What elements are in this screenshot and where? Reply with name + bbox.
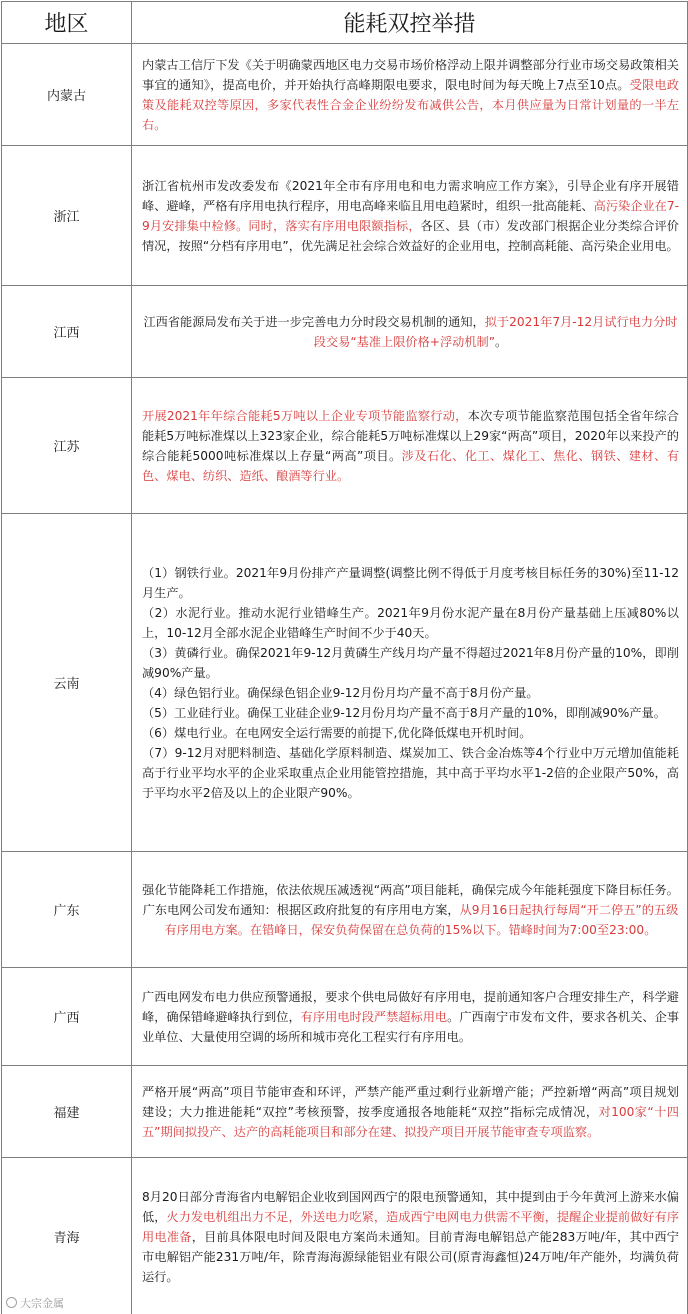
measure-text: （1）钢铁行业。2021年9月份排产产量调整(调整比例不得低于月度考核目标任务的30%)至11-12月生产。 bbox=[142, 565, 679, 600]
measures-cell bbox=[132, 44, 688, 146]
measure-text: 内蒙古工信厅下发《关于明确蒙西地区电力交易市场价格浮动上限并调整部分行业市场交易政策相关事宜的通知》，提高电价，并开始执行高峰期限电要求，限电时间为每天晚上7点至10点。 bbox=[142, 57, 679, 92]
measure-paragraph bbox=[142, 880, 679, 900]
measures-cell bbox=[132, 378, 688, 514]
measures-cell bbox=[132, 514, 688, 852]
highlighted-text: 高污染企业在7-9月安排集中检修。同时，落实有序用电限额指标， bbox=[142, 198, 679, 233]
measure-text: 本次专项节能监察范围包括全省年综合能耗5万吨标准煤以上323家企业，综合能耗5万吨标准煤以上29家“两高”项目，2020年以来投产的综合能耗5000吨标准煤以上存量“两高”项目。 bbox=[142, 408, 679, 463]
measure-text: 。广西南宁市发布文件，要求各机关、企事业单位、大量使用空调的场所和城市亮化工程实行有序用电。 bbox=[142, 1009, 680, 1044]
table-row bbox=[2, 146, 688, 286]
measure-text: 各区、县（市）发改部门根据企业分类综合评价情况，按照“分档有序用电”，优先满足社会综合效益好的企业用电，控制高耗能、高污染企业用电。 bbox=[142, 218, 679, 253]
table-row bbox=[2, 968, 688, 1066]
measure-paragraph bbox=[142, 603, 679, 643]
region-cell: 福建 bbox=[2, 1066, 132, 1158]
measure-paragraph bbox=[142, 743, 679, 803]
region-cell: 浙江 bbox=[2, 146, 132, 286]
measures-cell bbox=[132, 1158, 688, 1314]
measure-paragraph bbox=[142, 683, 679, 703]
region-cell: 云南 bbox=[2, 514, 132, 852]
watermark-text: 大宗金属 bbox=[20, 1297, 64, 1310]
measure-text: （4）绿色铝行业。确保绿色铝企业9-12月份月均产量不高于8月份产量。 bbox=[142, 685, 539, 700]
measures-cell bbox=[132, 1066, 688, 1158]
region-cell: 江西 bbox=[2, 286, 132, 378]
measure-text: （3）黄磷行业。确保2021年9-12月黄磷生产线月均产量不得超过2021年8月份产量的10%，即削减90%产量。 bbox=[142, 645, 679, 680]
highlighted-text: 受限电政策及能耗双控等原因，多家代表性合金企业纷纷发布减供公告，本月供应量为日常计划量的一半左右。 bbox=[142, 77, 679, 132]
measures-cell bbox=[132, 146, 688, 286]
measure-paragraph bbox=[142, 643, 679, 683]
measures-table bbox=[1, 1, 688, 1314]
table-row bbox=[2, 44, 688, 146]
watermark bbox=[6, 1295, 64, 1311]
measures-cell bbox=[132, 852, 688, 968]
measure-paragraph bbox=[142, 1082, 679, 1142]
measures-cell bbox=[132, 968, 688, 1066]
measure-paragraph bbox=[142, 406, 679, 486]
region-header: 地区 bbox=[2, 2, 132, 44]
highlighted-text: 火力发电机组出力不足，外送电力吃紧，造成西宁电网电力供需不平衡，提醒企业提前做好有序用电准备 bbox=[142, 1209, 680, 1244]
measure-paragraph bbox=[142, 1187, 679, 1287]
table-row bbox=[2, 852, 688, 968]
measure-paragraph bbox=[142, 900, 679, 940]
measures-cell bbox=[132, 286, 688, 378]
highlighted-text: 对100家“十四五”期间拟投产、达产的高耗能项目和部分在建、拟投产项目开展节能审查专项监察。 bbox=[142, 1104, 679, 1139]
measure-text: 严格开展“两高”项目节能审查和环评，严禁产能严重过剩行业新增产能；严控新增“两高”项目规划建设；大力推进能耗“双控”考核预警，按季度通报各地能耗“双控”指标完成情况， bbox=[142, 1084, 679, 1119]
highlighted-text: 拟于2021年7月-12月试行电力分时段交易“基准上限价格+浮动机制” bbox=[313, 314, 678, 349]
highlighted-text: 开展2021年年综合能耗5万吨以上企业专项节能监察行动， bbox=[142, 408, 468, 423]
region-cell: 江苏 bbox=[2, 378, 132, 514]
measure-paragraph bbox=[142, 723, 679, 743]
measure-text: 。 bbox=[495, 334, 508, 349]
region-cell: 广西 bbox=[2, 968, 132, 1066]
table-row bbox=[2, 378, 688, 514]
highlighted-text: 涉及石化、化工、煤化工、焦化、钢铁、建材、有色、煤电、纺织、造纸、酿酒等行业。 bbox=[142, 448, 680, 483]
measure-text: 广西电网发布电力供应预警通报，要求个供电局做好有序用电，提前通知客户合理安排生产，科学避峰，确保错峰避峰执行到位， bbox=[142, 989, 679, 1024]
table-header-row bbox=[2, 2, 688, 44]
measure-paragraph bbox=[142, 563, 679, 603]
watermark-logo-icon bbox=[6, 1297, 17, 1308]
region-cell: 广东 bbox=[2, 852, 132, 968]
region-cell: 青海 bbox=[2, 1158, 132, 1314]
measure-text: 强化节能降耗工作措施，依法依规压减透视“两高”项目能耗，确保完成今年能耗强度下降目标任务。 bbox=[142, 882, 679, 897]
measure-text: ，目前具体限电时间及限电方案尚未通知。目前青海电解铝总产能283万吨/年，其中西宁市电解铝产能231万吨/年，除青海海源绿能铝业有限公司(原青海鑫恒)24万吨/年产能外，均满负荷运行。 bbox=[142, 1229, 679, 1284]
table-row bbox=[2, 286, 688, 378]
measure-text: （5）工业硅行业。确保工业硅企业9-12月份月均产量不高于8月产量的10%，即削减90%产量。 bbox=[142, 705, 666, 720]
table-body bbox=[2, 44, 688, 1314]
highlighted-text: 从9月16日起执行每周“开二停五”的五级有序用电方案。在错峰日，保安负荷保留在总负荷的15%以下。错峰时间为7:00至23:00。 bbox=[164, 902, 679, 937]
measure-paragraph bbox=[142, 55, 679, 135]
measure-text: （7）9-12月对肥料制造、基础化学原料制造、煤炭加工、铁合金冶炼等4个行业中万元增加值能耗高于行业平均水平的企业采取重点企业用能管控措施，其中高于平均水平1-2倍的企业限产50%，高于平均水平2倍及以上的企业限产90%。 bbox=[142, 745, 679, 800]
measure-text: （6）煤电行业。在电网安全运行需要的前提下,优化降低煤电开机时间。 bbox=[142, 725, 532, 740]
table-row bbox=[2, 514, 688, 852]
measure-text: 浙江省杭州市发改委发布《2021年全市有序用电和电力需求响应工作方案》，引导企业有序开展错峰、避峰，严格有序用电执行程序，用电高峰来临且用电趋紧时，组织一批高能耗、 bbox=[142, 178, 679, 213]
measure-text: （2）水泥行业。推动水泥行业错峰生产。2021年9月份水泥产量在8月份产量基础上压减80%以上，10-12月全部水泥企业错峰生产时间不少于40天。 bbox=[142, 605, 679, 640]
measure-paragraph bbox=[142, 176, 679, 256]
measure-text: 江西省能源局发布关于进一步完善电力分时段交易机制的通知， bbox=[143, 314, 485, 329]
measure-paragraph bbox=[142, 703, 679, 723]
table-row bbox=[2, 1158, 688, 1314]
measure-paragraph bbox=[142, 987, 679, 1047]
table-row bbox=[2, 1066, 688, 1158]
measure-paragraph bbox=[142, 312, 679, 352]
measure-text: 广东电网公司发布通知：根据区政府批复的有序用电方案， bbox=[142, 902, 460, 917]
measure-text: 8月20日部分青海省内电解铝企业收到国网西宁的限电预警通知，其中提到由于今年黄河上游来水偏低， bbox=[142, 1189, 679, 1224]
region-cell: 内蒙古 bbox=[2, 44, 132, 146]
highlighted-text: 有序用电时段严禁超标用电 bbox=[300, 1009, 448, 1024]
measures-header: 能耗双控举措 bbox=[132, 2, 688, 44]
